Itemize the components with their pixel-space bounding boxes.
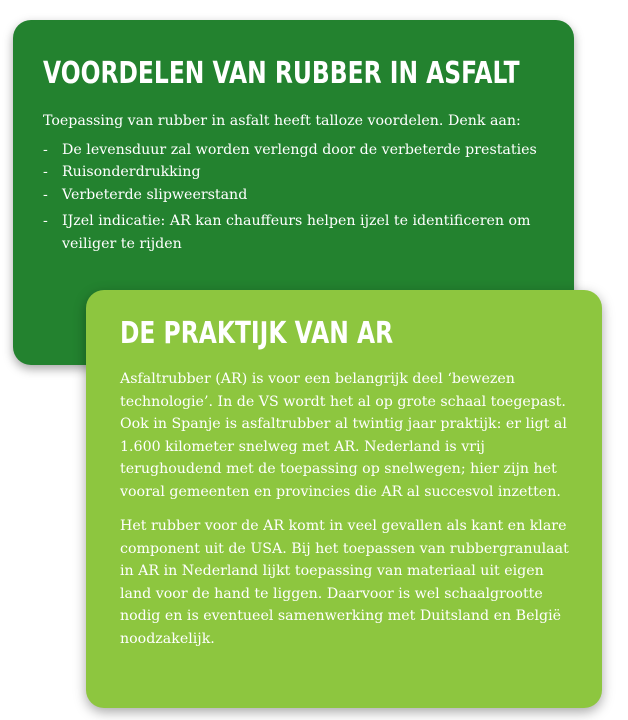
practice-paragraph-2: Het rubber voor de AR komt in veel gevallen als kant en klare component uit de USA. Bij het toepassen van rubbergranulaat in AR in Nederland lijkt toepassing van materiaal uit eigen land voor de hand te liggen. Daarvoor is wel schaalgrootte nodig en is eventueel samenwerking met Duitsland en België noodzakelijk. <box>120 518 569 647</box>
advantages-list <box>43 139 544 256</box>
bullet-dash: - <box>43 186 48 203</box>
list-item <box>43 184 544 207</box>
bullet-dash: - <box>43 141 48 158</box>
practice-title: DE PRAKTIJK VAN AR <box>120 316 394 351</box>
list-item <box>43 139 544 162</box>
bullet-dash: - <box>43 213 48 229</box>
list-item-text: Ruisonderdrukking <box>62 164 201 180</box>
list-item <box>43 161 544 184</box>
list-item <box>43 210 544 255</box>
list-item-text: Verbeterde slipweerstand <box>62 186 248 203</box>
advantages-title: VOORDELEN VAN RUBBER IN ASFALT <box>43 56 520 91</box>
practice-card <box>86 290 602 708</box>
practice-paragraph-1: Asfaltrubber (AR) is voor een belangrijk deel ‘bewezen technologie’. In de VS wordt het al op grote schaal toegepast. Ook in Spanje is asfaltrubber al twintig jaar praktijk: er ligt al 1.600 kilometer snelweg met AR. Nederland is vrij terughoudend met de toepassing op snelwegen; hier zijn het vooral gemeenten en provincies die AR al succesvol inzetten. <box>120 371 567 500</box>
bullet-dash: - <box>43 164 48 180</box>
list-item-text: De levensduur zal worden verlengd door de verbeterde prestaties <box>62 141 537 158</box>
advantages-intro: Toepassing van rubber in asfalt heeft talloze voordelen. Denk aan: <box>43 113 521 129</box>
list-item-text: IJzel indicatie: AR kan chauffeurs helpen ijzel te identificeren om veiliger te rijden <box>62 213 531 252</box>
